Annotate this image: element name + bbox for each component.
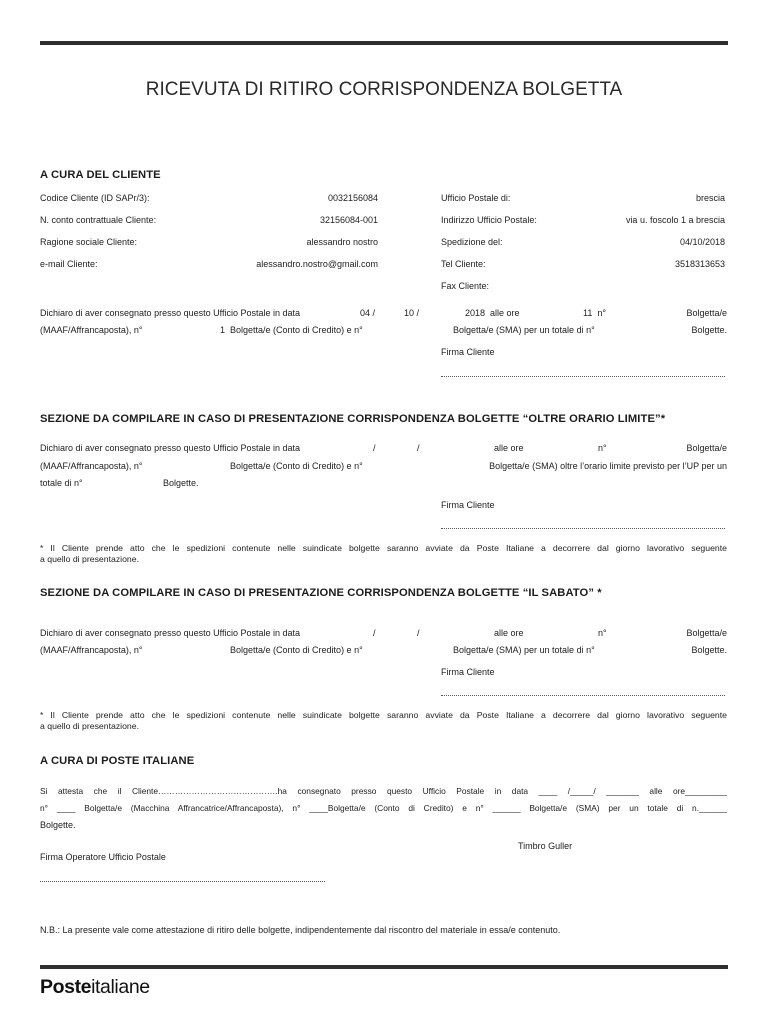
declaration-month: 10 / (404, 308, 420, 318)
shipment-date-label: Spedizione del: (441, 237, 503, 247)
company-name-value: alessandro nostro (306, 237, 378, 247)
customer-code-value: 0032156084 (327, 193, 378, 203)
logo-part-bold: Poste (40, 976, 92, 998)
post-office-value: brescia (695, 193, 725, 203)
fax-label: Fax Cliente: (441, 281, 490, 291)
saturday-date-separator: / (373, 628, 376, 638)
late-signature-label: Firma Cliente (441, 500, 495, 510)
email-value: alessandro.nostro@gmail.com (256, 259, 378, 269)
poste-section-heading: A CURA DI POSTE ITALIANE (40, 755, 195, 767)
post-office-label: Ufficio Postale di: (441, 193, 511, 203)
declaration-sma-total: Bolgetta/e (SMA) per un totale di n° (453, 325, 595, 335)
poste-attestation-line1: Si attesta che il Cliente…………………………………….ha consegnato presso questo Ufficio Postale in data ____ /_____/ _______ alle ore_________ (40, 786, 727, 796)
declaration-day: 04 / (360, 308, 376, 318)
saturday-note: * Il Cliente prende atto che le spedizioni contenute nelle suindicate bolgette saranno avviate da Poste Italiane a decorrere dal giorno lavorativo seguente (40, 710, 727, 720)
saturday-line2-end: Bolgette. (691, 645, 727, 655)
page-title: RICEVUTA DI RITIRO CORRISPONDENZA BOLGETTA (145, 79, 623, 100)
declaration-line1-end: Bolgetta/e (686, 308, 727, 318)
late-note-continued: a quello di presentazione. (40, 554, 140, 564)
late-section-heading: SEZIONE DA COMPILARE IN CASO DI PRESENTAZIONE CORRISPONDENZA BOLGETTE “OLTRE ORARIO LIMITE”* (40, 413, 666, 425)
late-line3-start: totale di n° (40, 478, 83, 488)
bottom-rule (40, 965, 728, 969)
saturday-sma-total: Bolgetta/e (SMA) per un totale di n° (453, 645, 595, 655)
logo-part-regular: italiane (91, 976, 150, 998)
contract-number-value: 32156084-001 (319, 215, 378, 225)
declaration-hour: 11 n° (583, 308, 606, 318)
operator-signature-label: Firma Operatore Ufficio Postale (40, 852, 166, 862)
declaration-year-time: 2018 alle ore (465, 308, 520, 318)
saturday-line2-start: (MAAF/Affrancaposta), n° (40, 645, 143, 655)
saturday-number-label: n° (598, 628, 607, 638)
footnote-nb: N.B.: La presente vale come attestazione di ritiro delle bolgette, indipendentemente dal riscontro del materiale in essa/e contenuto. (40, 925, 561, 935)
late-sma-text: Bolgetta/e (SMA) oltre l’orario limite previsto per l’UP per un (489, 461, 727, 471)
company-name-label: Ragione sociale Cliente: (40, 237, 138, 247)
poste-attestation-line3: Bolgette. (40, 820, 76, 830)
saturday-signature-line (441, 695, 725, 696)
operator-signature-line (40, 881, 325, 882)
top-rule (40, 41, 728, 45)
client-signature-line (441, 376, 725, 377)
saturday-section-heading: SEZIONE DA COMPILARE IN CASO DI PRESENTAZIONE CORRISPONDENZA BOLGETTE “IL SABATO” * (40, 587, 602, 599)
saturday-signature-label: Firma Cliente (441, 667, 495, 677)
phone-label: Tel Cliente: (441, 259, 486, 269)
late-note: * Il Cliente prende atto che le spedizioni contenute nelle suindicate bolgette saranno avviate da Poste Italiane a decorrere dal giorno lavorativo seguente (40, 543, 727, 553)
contract-number-label: N. conto contrattuale Cliente: (40, 215, 157, 225)
late-time-label: alle ore (494, 443, 524, 453)
late-line2-start: (MAAF/Affrancaposta), n° (40, 461, 143, 471)
shipment-date-value: 04/10/2018 (679, 237, 725, 247)
late-date-separator: / (417, 443, 420, 453)
late-credit-count: Bolgetta/e (Conto di Credito) e n° (230, 461, 363, 471)
client-signature-label: Firma Cliente (441, 347, 495, 357)
post-office-address-value: via u. foscolo 1 a brescia (625, 215, 725, 225)
saturday-date-separator: / (417, 628, 420, 638)
email-label: e-mail Cliente: (40, 259, 98, 269)
post-office-address-label: Indirizzo Ufficio Postale: (441, 215, 537, 225)
late-signature-line (441, 528, 725, 529)
client-section-heading: A CURA DEL CLIENTE (40, 169, 161, 181)
saturday-line1-end: Bolgetta/e (686, 628, 727, 638)
declaration-line2-end: Bolgette. (691, 325, 727, 335)
phone-value: 3518313653 (674, 259, 725, 269)
saturday-declaration-text: Dichiaro di aver consegnato presso questo Ufficio Postale in data (40, 628, 300, 638)
stamp-label: Timbro Guller (518, 841, 573, 851)
poste-italiane-logo (40, 975, 150, 999)
declaration-text: Dichiaro di aver consegnato presso questo Ufficio Postale in data (40, 308, 300, 318)
late-number-label: n° (598, 443, 607, 453)
customer-code-label: Codice Cliente (ID SAPr/3): (40, 193, 150, 203)
late-line1-end: Bolgetta/e (686, 443, 727, 453)
saturday-note-continued: a quello di presentazione. (40, 721, 140, 731)
poste-attestation-line2: n° ____ Bolgetta/e (Macchina Affrancatrice/Affrancaposta), n° ____Bolgetta/e (Conto di Credito) e n° ______ Bolgetta/e (SMA) per un totale di n.______ (40, 803, 727, 813)
declaration-credit-count: 1 Bolgetta/e (Conto di Credito) e n° (220, 325, 363, 335)
saturday-time-label: alle ore (494, 628, 524, 638)
saturday-credit-count: Bolgetta/e (Conto di Credito) e n° (230, 645, 363, 655)
late-declaration-text: Dichiaro di aver consegnato presso questo Ufficio Postale in data (40, 443, 300, 453)
late-date-separator: / (373, 443, 376, 453)
late-line3-end: Bolgette. (163, 478, 199, 488)
declaration-line2-start: (MAAF/Affrancaposta), n° (40, 325, 143, 335)
